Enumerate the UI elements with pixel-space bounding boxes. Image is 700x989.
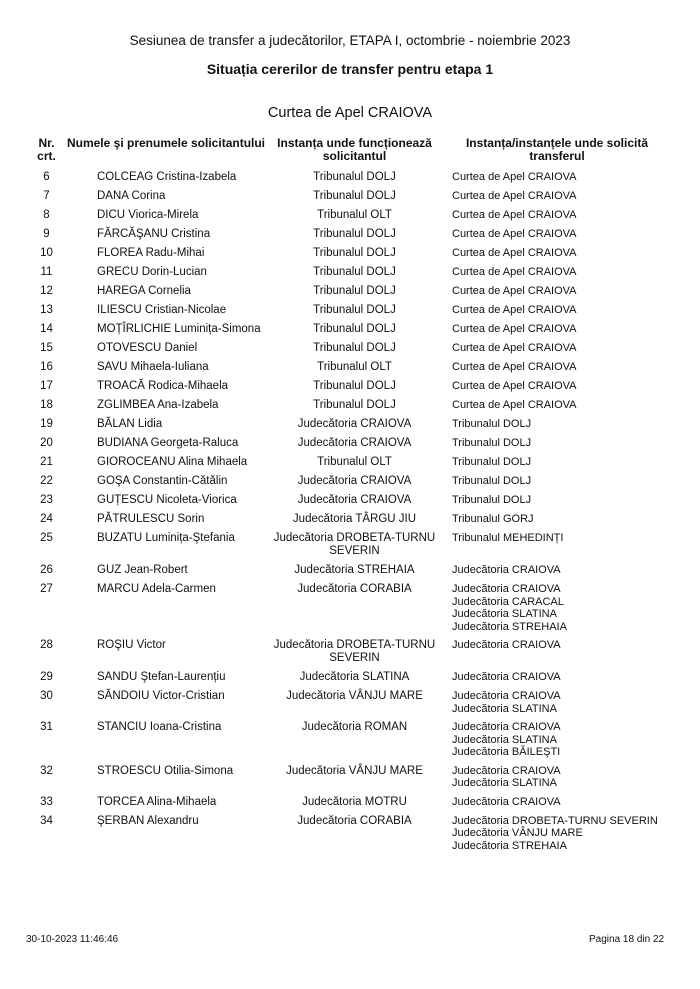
row-number: 25 [40,532,53,544]
current-institution: Tribunalul DOLJ [313,228,396,240]
requested-institution: Judecătoria CRAIOVA [452,690,561,702]
requested-institutions [442,263,672,282]
requested-institutions [442,687,672,718]
table-row [28,377,672,396]
row-number: 22 [40,475,53,487]
applicant-name: DANA Corina [97,190,166,202]
table-row [28,282,672,301]
requested-institution: Judecătoria SLATINA [452,777,557,789]
current-institution: Judecătoria SLATINA [299,671,410,683]
requested-institution: Tribunalul DOLJ [452,475,532,487]
row-number: 7 [43,190,50,202]
table-body [28,168,672,855]
current-institution: Tribunalul DOLJ [313,190,396,202]
requested-institution: Tribunalul DOLJ [452,456,532,468]
table-row [28,529,672,561]
row-number: 6 [43,171,50,183]
current-institution: Tribunalul DOLJ [313,342,396,354]
current-institution: Judecătoria TÂRGU JIU [292,513,417,525]
row-number: 21 [40,456,53,468]
requested-institution: Tribunalul GORJ [452,513,534,525]
requested-institution: Curtea de Apel CRAIOVA [452,399,577,411]
applicant-name: ŞERBAN Alexandru [97,814,199,827]
requested-institutions [442,510,672,529]
requested-institution: Judecătoria SLATINA [452,702,557,715]
applicant-name: MOȚÎRLICHIE Luminița-Simona [97,323,261,335]
current-institution: Judecătoria CRAIOVA [297,475,412,487]
applicant-name: COLCEAG Cristina-Izabela [97,171,237,183]
requested-institution: Tribunalul DOLJ [452,494,532,506]
column-header-name: Numele şi prenumele solicitantului [66,136,266,150]
current-institution: Tribunalul DOLJ [313,304,396,316]
current-institution: Tribunalul DOLJ [313,399,396,411]
row-number: 29 [40,671,53,683]
requested-institution: Judecătoria CARACAL [452,595,564,608]
requested-institutions [442,561,672,580]
applicant-name: SĂNDOIU Victor-Cristian [97,690,225,702]
transfer-requests-table [28,137,672,855]
requested-institutions [442,358,672,377]
current-institution: Tribunalul DOLJ [313,171,396,183]
row-number: 9 [43,228,50,240]
table-row [28,453,672,472]
table-row [28,206,672,225]
table-row [28,472,672,491]
row-number: 18 [40,399,53,411]
page-title: Situația cererilor de transfer pentru etapa 1 [206,61,494,77]
requested-institution: Curtea de Apel CRAIOVA [452,380,577,392]
requested-institution: Curtea de Apel CRAIOVA [452,247,577,259]
requested-institutions [442,529,672,561]
requested-institutions [442,396,672,415]
table-row [28,168,672,187]
requested-institution: Judecătoria CRAIOVA [452,671,561,683]
row-number: 8 [43,209,50,221]
requested-institution: Curtea de Apel CRAIOVA [452,266,577,278]
current-institution: Judecătoria MOTRU [302,795,407,808]
row-number: 27 [40,583,53,595]
requested-institution: Curtea de Apel CRAIOVA [452,285,577,297]
row-number: 14 [40,323,53,335]
page-number: Pagina 18 din 22 [589,934,665,945]
requested-institution: Judecătoria CRAIOVA [452,639,561,651]
requested-institutions [442,244,672,263]
row-number: 17 [40,380,53,392]
applicant-name: SAVU Mihaela-Iuliana [97,361,209,373]
applicant-name: STROESCU Otilia-Simona [97,764,234,777]
row-number: 15 [40,342,53,354]
row-number: 28 [40,639,53,651]
current-institution: Judecătoria VÂNJU MARE [286,764,423,777]
table-row [28,396,672,415]
current-institution: Judecătoria CRAIOVA [297,418,412,430]
requested-institution: Judecătoria CRAIOVA [452,721,561,733]
row-number: 26 [40,564,53,576]
row-number: 12 [40,285,53,297]
applicant-name: SANDU Ştefan-Laurențiu [97,671,226,683]
applicant-name: BUZATU Luminița-Ştefania [97,532,235,544]
table-row [28,636,672,668]
footer-timestamp: 30-10-2023 11:46:46 [26,934,119,945]
applicant-name: TROACĂ Rodica-Mihaela [97,380,229,392]
requested-institutions [442,320,672,339]
table-header-row [28,137,672,168]
requested-institutions [442,225,672,244]
table-row [28,580,672,636]
table-row [28,718,672,762]
applicant-name: GIOROCEANU Alina Mihaela [97,456,248,468]
current-institution: Tribunalul OLT [317,456,392,468]
current-institution: Judecătoria CORABIA [297,583,412,595]
applicant-name: FLOREA Radu-Mihai [97,247,205,259]
row-number: 30 [40,690,53,702]
court-name: Curtea de Apel CRAIOVA [267,105,433,121]
current-institution: Tribunalul DOLJ [313,323,396,335]
row-number: 34 [40,814,53,827]
applicant-name: MARCU Adela-Carmen [97,583,216,595]
requested-institution: Judecătoria CRAIOVA [452,583,561,595]
applicant-name: PĂTRULESCU Sorin [97,513,205,525]
requested-institutions [442,206,672,225]
table-row [28,301,672,320]
current-institution: Judecătoria DROBETA-TURNU SEVERIN [273,532,436,557]
row-number: 32 [40,764,53,777]
requested-institution: Curtea de Apel CRAIOVA [452,323,577,335]
column-header-requested: Instanța/instanțele unde solicită transferul [465,136,649,163]
current-institution: Judecătoria STREHAIA [294,564,415,576]
current-institution: Judecătoria VÂNJU MARE [286,690,423,702]
applicant-name: BĂLAN Lidia [97,418,163,430]
applicant-name: ILIESCU Cristian-Nicolae [97,304,227,316]
requested-institution: Judecătoria CRAIOVA [452,764,561,777]
applicant-name: ZGLIMBEA Ana-Izabela [97,399,219,411]
row-number: 11 [40,266,53,278]
current-institution: Judecătoria ROMAN [301,721,408,733]
requested-institutions [442,168,672,187]
requested-institution: Curtea de Apel CRAIOVA [452,228,577,240]
requested-institutions [442,339,672,358]
table-row [28,668,672,687]
applicant-name: GUȚESCU Nicoleta-Viorica [97,494,237,506]
requested-institutions [442,453,672,472]
requested-institution: Judecătoria DROBETA-TURNU SEVERIN [452,814,658,827]
current-institution: Tribunalul DOLJ [313,266,396,278]
table-row [28,812,672,856]
row-number: 24 [40,513,53,525]
requested-institution: Judecătoria CRAIOVA [452,795,561,808]
requested-institutions [442,793,672,812]
current-institution: Tribunalul OLT [317,361,392,373]
current-institution: Judecătoria CRAIOVA [297,494,412,506]
requested-institutions [442,187,672,206]
requested-institution: Curtea de Apel CRAIOVA [452,209,577,221]
current-institution: Tribunalul DOLJ [313,380,396,392]
requested-institutions [442,636,672,668]
row-number: 19 [40,418,53,430]
requested-institutions [442,491,672,510]
table-row [28,434,672,453]
applicant-name: STANCIU Ioana-Cristina [97,721,222,733]
requested-institutions [442,718,672,762]
requested-institution: Judecătoria SLATINA [452,608,557,620]
applicant-name: GOŞA Constantin-Cătălin [97,475,228,487]
requested-institution: Judecătoria BĂILEŞTI [452,746,561,758]
requested-institution: Curtea de Apel CRAIOVA [452,190,577,202]
row-number: 10 [40,247,53,259]
current-institution: Tribunalul DOLJ [313,285,396,297]
current-institution: Tribunalul OLT [317,209,392,221]
requested-institutions [442,434,672,453]
row-number: 23 [40,494,53,506]
requested-institution: Judecătoria VÂNJU MARE [452,827,583,839]
requested-institution: Curtea de Apel CRAIOVA [452,171,577,183]
requested-institutions [442,762,672,793]
table-row [28,358,672,377]
requested-institutions [442,668,672,687]
requested-institution: Curtea de Apel CRAIOVA [452,342,577,354]
requested-institution: Tribunalul DOLJ [452,437,532,449]
requested-institutions [442,415,672,434]
requested-institution: Judecătoria STREHAIA [452,620,567,633]
table-row [28,263,672,282]
table-row [28,687,672,718]
row-number: 20 [40,437,53,449]
requested-institutions [442,472,672,491]
row-number: 13 [40,304,53,316]
session-title: Sesiunea de transfer a judecătorilor, ETAPA I, octombrie - noiembrie 2023 [129,33,571,48]
requested-institution: Curtea de Apel CRAIOVA [452,361,577,373]
applicant-name: HAREGA Cornelia [97,285,191,297]
requested-institution: Judecătoria CRAIOVA [452,564,561,576]
requested-institution: Tribunalul MEHEDINȚI [452,532,564,544]
row-number: 16 [40,361,53,373]
current-institution: Judecătoria DROBETA-TURNU SEVERIN [273,639,436,664]
table-row [28,415,672,434]
requested-institutions [442,301,672,320]
table-row [28,339,672,358]
table-row [28,793,672,812]
applicant-name: GUZ Jean-Robert [97,564,188,576]
column-header-institution: Instanța unde funcționează solicitantul [277,136,432,163]
row-number: 31 [40,721,53,733]
applicant-name: BUDIANA Georgeta-Raluca [97,437,239,449]
applicant-name: FĂRCĂŞANU Cristina [97,228,211,240]
current-institution: Tribunalul DOLJ [313,247,396,259]
current-institution: Judecătoria CRAIOVA [297,437,412,449]
table-row [28,187,672,206]
table-row [28,510,672,529]
applicant-name: ROŞIU Victor [97,639,166,651]
table-row [28,225,672,244]
requested-institution: Judecătoria SLATINA [452,733,557,746]
requested-institution: Tribunalul DOLJ [452,418,532,430]
row-number: 33 [40,795,53,808]
current-institution: Judecătoria CORABIA [297,814,412,827]
applicant-name: DICU Viorica-Mirela [97,209,199,221]
applicant-name: GRECU Dorin-Lucian [97,266,207,278]
requested-institutions [442,282,672,301]
table-row [28,244,672,263]
requested-institutions [442,377,672,396]
table-row [28,320,672,339]
requested-institutions [442,580,672,636]
requested-institution: Curtea de Apel CRAIOVA [452,304,577,316]
requested-institutions [442,812,672,856]
applicant-name: OTOVESCU Daniel [97,342,198,354]
table-row [28,561,672,580]
column-header-nr: Nr. crt. [37,136,56,163]
table-row [28,491,672,510]
requested-institution: Judecătoria STREHAIA [452,839,567,852]
table-row [28,762,672,793]
applicant-name: TORCEA Alina-Mihaela [97,795,217,808]
